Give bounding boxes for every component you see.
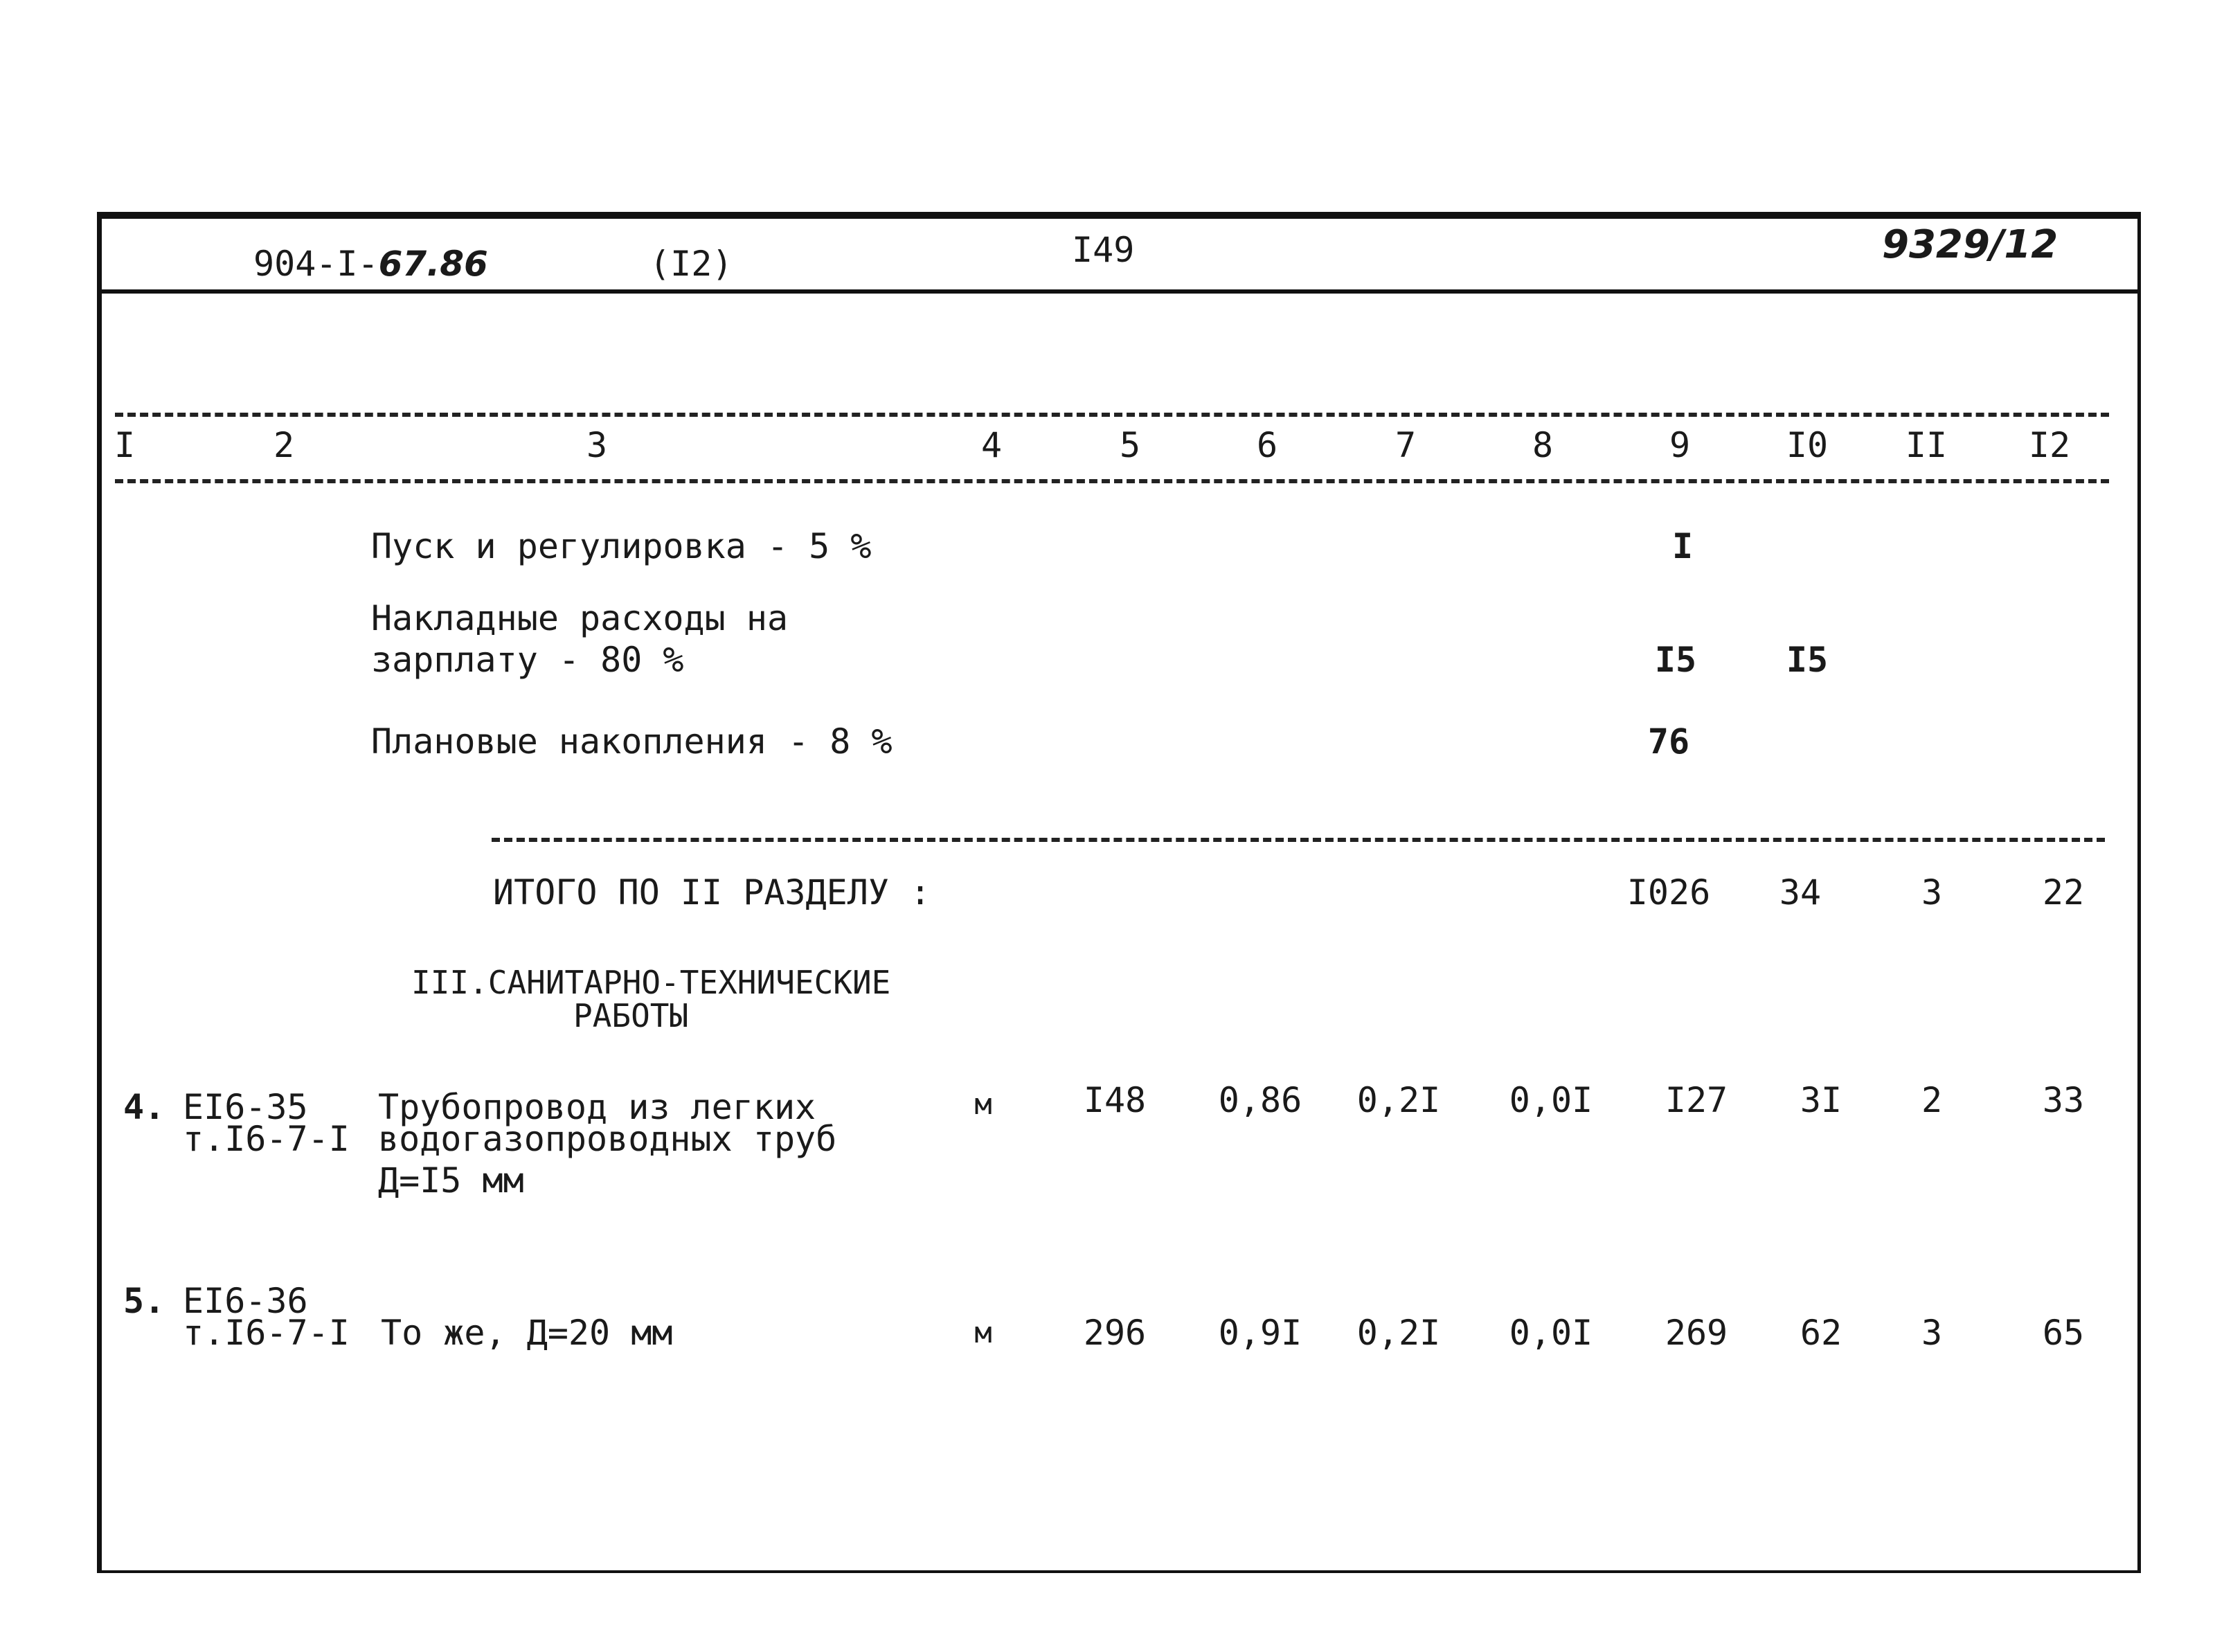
- row-value: 296: [1083, 1313, 1147, 1353]
- total-value: I026: [1626, 872, 1711, 913]
- surcharge-label: Пуск и регулировка - 5 %: [371, 526, 872, 566]
- surcharge-value: I5: [1786, 640, 1829, 680]
- column-header: 8: [1532, 425, 1554, 465]
- row-description: Трубопровод из легких: [378, 1087, 816, 1127]
- row-value: 3I: [1800, 1080, 1842, 1120]
- total-rule: [492, 838, 2105, 842]
- total-label: ИТОГО ПО II РАЗДЕЛУ :: [493, 872, 931, 913]
- column-header-bottom-rule: [115, 479, 2109, 483]
- row-value: 3: [1921, 1313, 1943, 1353]
- page-number: I49: [1072, 230, 1135, 270]
- column-header: 3: [586, 425, 608, 465]
- row-code: EI6-35: [183, 1087, 308, 1127]
- row-description: Д=I5 мм: [378, 1160, 524, 1201]
- row-description: водогазопроводных труб: [378, 1119, 837, 1159]
- column-header: II: [1905, 425, 1948, 465]
- row-value: 0,9I: [1218, 1313, 1302, 1353]
- row-value: I48: [1083, 1080, 1147, 1120]
- row-value: 65: [2042, 1313, 2085, 1353]
- surcharge-label: зарплату - 80 %: [371, 640, 684, 680]
- row-number: 4.: [123, 1087, 165, 1127]
- column-header: 2: [273, 425, 295, 465]
- row-value: 269: [1665, 1313, 1728, 1353]
- surcharge-value: I: [1671, 526, 1694, 566]
- surcharge-value: I5: [1654, 640, 1697, 680]
- row-code: т.I6-7-I: [183, 1119, 350, 1159]
- surcharge-value: 76: [1647, 721, 1690, 762]
- column-header: 4: [980, 425, 1003, 465]
- surcharge-label: Плановые накопления - 8 %: [371, 721, 893, 762]
- column-header: I0: [1786, 425, 1829, 465]
- column-header: I: [114, 425, 136, 465]
- row-value: 62: [1800, 1313, 1842, 1353]
- row-description: То же, Д=20 мм: [381, 1313, 673, 1353]
- row-value: 0,0I: [1509, 1313, 1593, 1353]
- section-heading: III.САНИТАРНО-ТЕХНИЧЕСКИЕ: [411, 964, 891, 1001]
- row-value: 2: [1921, 1080, 1943, 1120]
- column-header: I2: [2028, 425, 2071, 465]
- row-number: 5.: [123, 1281, 165, 1321]
- row-value: 0,86: [1218, 1080, 1302, 1120]
- row-code: EI6-36: [183, 1281, 308, 1321]
- row-value: 33: [2042, 1080, 2085, 1120]
- row-value: 0,2I: [1356, 1080, 1441, 1120]
- column-header: 9: [1669, 425, 1691, 465]
- column-header: 6: [1256, 425, 1278, 465]
- sheet-number: 9329/12: [1882, 222, 2059, 267]
- surcharge-label: Накладные расходы на: [371, 598, 789, 638]
- doc-code: [253, 244, 488, 284]
- column-header: 7: [1395, 425, 1417, 465]
- row-unit: м: [974, 1087, 992, 1121]
- row-code: т.I6-7-I: [183, 1313, 350, 1353]
- section-heading: РАБОТЫ: [573, 997, 689, 1034]
- total-value: 3: [1921, 872, 1943, 913]
- section-number: (I2): [649, 244, 733, 284]
- doc-code-prefix: 904-I-: [253, 244, 379, 284]
- column-header-top-rule: [115, 413, 2109, 417]
- total-value: 22: [2042, 872, 2085, 913]
- row-value: I27: [1665, 1080, 1728, 1120]
- total-value: 34: [1779, 872, 1822, 913]
- row-value: 0,0I: [1509, 1080, 1593, 1120]
- row-unit: м: [974, 1316, 992, 1349]
- doc-code-suffix: 67.86: [378, 244, 488, 284]
- header-rule: [102, 289, 2137, 294]
- row-value: 0,2I: [1356, 1313, 1441, 1353]
- column-header: 5: [1119, 425, 1141, 465]
